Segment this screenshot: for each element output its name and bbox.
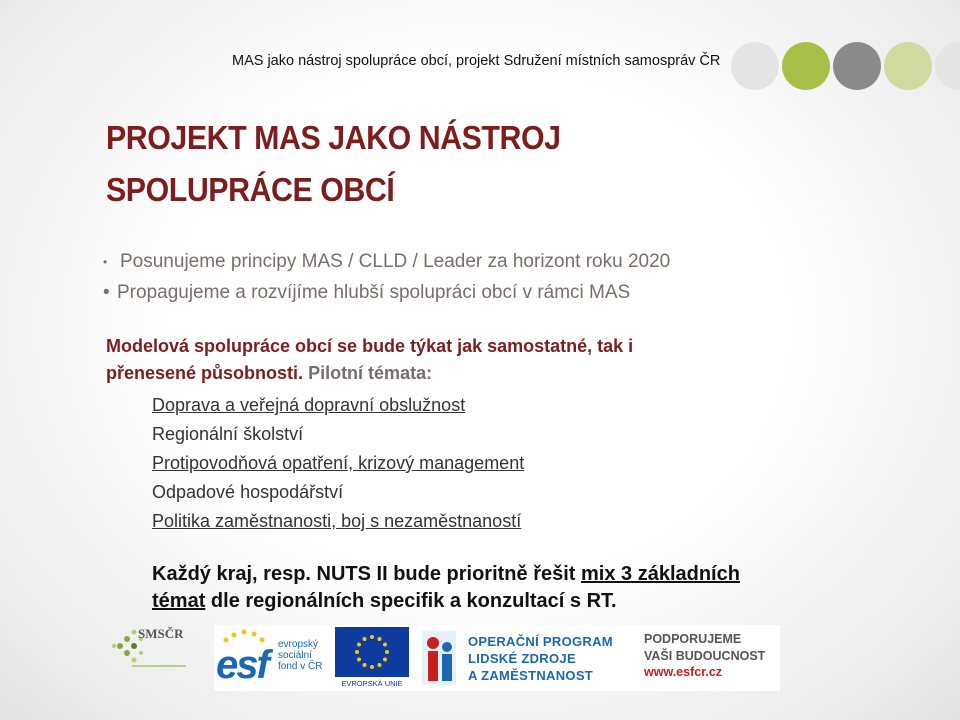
esf-caption-line: fond v ČR <box>278 661 323 672</box>
slogan-line: PODPORUJEME <box>644 632 742 646</box>
slide-title <box>106 112 561 216</box>
model-line-2 <box>106 360 846 387</box>
smscr-logo <box>108 622 188 672</box>
esf-caption-line: evropský <box>278 639 319 650</box>
model-line-1: Modelová spolupráce obcí se bude týkat jak samostatné, tak i <box>106 336 634 356</box>
bullet-item: • Propagujeme a rozvíjíme hlubší spolupráci obcí v rámci MAS <box>103 281 631 303</box>
final-statement <box>152 561 740 615</box>
esf-caption <box>278 639 322 672</box>
decor-circle-pale-green <box>884 42 932 90</box>
bullet-item: • Posunujeme principy MAS / CLLD / Leader za horizont roku 2020 <box>103 250 671 272</box>
final-line-2 <box>152 588 740 615</box>
final-text-underlined: mix 3 základních <box>581 563 740 585</box>
final-text: dle regionálních specifik a konzultací s RT. <box>205 590 617 612</box>
title-line-2: SPOLUPRÁCE OBCÍ <box>106 171 395 208</box>
eu-logo <box>335 627 409 689</box>
topic-item: Politika zaměstnanosti, boj s nezaměstnaností <box>152 511 522 531</box>
header-text: MAS jako nástroj spolupráce obcí, projekt Sdružení místních samospráv ČR <box>232 53 721 69</box>
title-line-1: PROJEKT MAS JAKO NÁSTROJ <box>106 119 561 156</box>
slogan-logo <box>644 631 765 681</box>
bullet-text: Posunujeme principy MAS / CLLD / Leader za horizont roku 2020 <box>120 250 671 272</box>
model-paragraph <box>106 333 846 387</box>
bullet-text: Propagujeme a rozvíjíme hlubší spolupráci obcí v rámci MAS <box>117 281 631 303</box>
decor-circle-gray <box>833 42 881 90</box>
bullet-list <box>103 246 670 308</box>
oplzz-text <box>468 633 613 684</box>
topic-item: Doprava a veřejná dopravní obslužnost <box>152 395 466 415</box>
smscr-text: SMSČR <box>138 626 184 641</box>
final-line-1 <box>152 561 740 588</box>
oplzz-logo <box>420 627 645 689</box>
esfcr-url-text: www.esfcr.cz <box>644 665 723 679</box>
esf-big-text: esf <box>216 643 268 687</box>
decor-circle-green <box>782 42 830 90</box>
topic-item: Regionální školství <box>152 424 304 444</box>
oplzz-line: OPERAČNÍ PROGRAM <box>468 634 613 649</box>
funding-logos <box>214 625 780 691</box>
eu-caption: EVROPSKÁ UNIE <box>341 679 403 688</box>
oplzz-line: LIDSKÉ ZDROJE <box>468 651 576 666</box>
final-text: Každý kraj, resp. NUTS II bude prioritně řešit <box>152 563 581 585</box>
eu-flag-icon <box>335 627 409 677</box>
slogan-line: VAŠI BUDOUCNOST <box>644 648 766 663</box>
pilot-topics-list <box>152 391 524 536</box>
esf-caption-line: sociální <box>278 650 312 661</box>
model-line-2-text: přenesené působnosti. <box>106 363 304 383</box>
final-text-underlined: témat <box>152 590 206 612</box>
topic-item: Protipovodňová opatření, krizový management <box>152 453 525 473</box>
oplzz-people-icon <box>420 627 458 689</box>
decor-circle-light-gray <box>731 42 779 90</box>
pilot-label: Pilotní témata: <box>308 363 433 383</box>
esf-logo <box>214 625 332 691</box>
topic-item: Odpadové hospodářství <box>152 482 344 502</box>
oplzz-line: A ZAMĚSTNANOST <box>468 668 594 683</box>
decor-circle-light-gray-2 <box>935 42 960 90</box>
